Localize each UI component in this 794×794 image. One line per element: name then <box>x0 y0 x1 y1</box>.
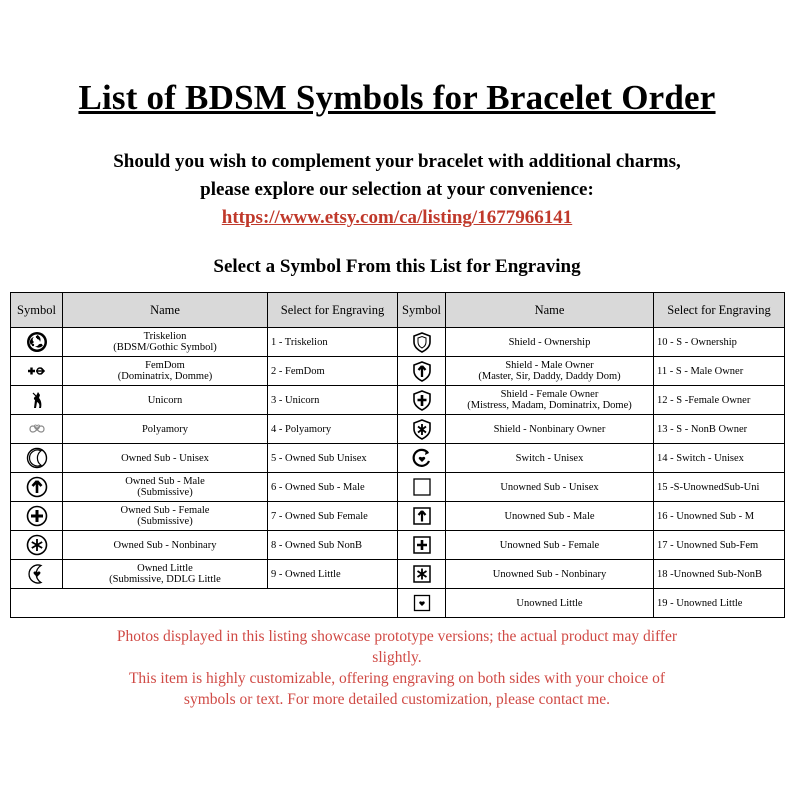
engraving-option-cell: 6 - Owned Sub - Male <box>268 473 398 502</box>
name-cell <box>446 328 654 357</box>
engraving-option-cell: 3 - Unicorn <box>268 386 398 415</box>
name-cell <box>63 531 268 560</box>
table-row <box>11 328 398 357</box>
symbol-cell <box>398 589 446 618</box>
symbol-cell <box>398 502 446 531</box>
table-row <box>11 473 398 502</box>
table-row <box>11 386 398 415</box>
unowned-sub-female-icon <box>411 534 433 556</box>
table-row <box>398 386 785 415</box>
symbol-name: Unowned Sub - Female <box>499 539 600 551</box>
symbol-name-detail: (Master, Sir, Daddy, Daddy Dom) <box>478 371 621 382</box>
table-header-row <box>398 293 785 328</box>
unowned-sub-nonbinary-icon <box>411 563 433 585</box>
empty-row <box>11 589 398 618</box>
empty-cell <box>11 589 398 618</box>
symbol-name: Unowned Sub - Nonbinary <box>492 568 607 580</box>
symbol-cell <box>11 357 63 386</box>
symbol-cell <box>398 328 446 357</box>
name-cell <box>63 328 268 357</box>
symbol-tables <box>10 292 784 618</box>
disclaimer-line-3: This item is highly customizable, offering engraving on both sides with your choice of <box>128 670 666 687</box>
symbol-cell <box>11 444 63 473</box>
symbol-cell <box>11 473 63 502</box>
disclaimer-text <box>70 626 724 710</box>
symbol-cell <box>398 386 446 415</box>
symbol-table-right <box>397 292 785 618</box>
symbol-name-detail: (BDSM/Gothic Symbol) <box>113 342 217 353</box>
name-cell <box>63 415 268 444</box>
table-row <box>398 531 785 560</box>
header-select: Select for Engraving <box>654 293 785 328</box>
name-cell <box>446 415 654 444</box>
engraving-option-cell: 5 - Owned Sub Unisex <box>268 444 398 473</box>
symbol-cell <box>398 560 446 589</box>
table-row <box>398 589 785 618</box>
engraving-option-cell: 10 - S - Ownership <box>654 328 785 357</box>
disclaimer-line-2: slightly. <box>372 649 422 666</box>
etsy-listing-link[interactable]: https://www.etsy.com/ca/listing/1677966141 <box>221 207 573 228</box>
symbol-cell <box>398 444 446 473</box>
symbol-cell <box>11 328 63 357</box>
name-cell <box>446 560 654 589</box>
name-cell <box>446 589 654 618</box>
table-row <box>398 357 785 386</box>
symbol-name: Shield - Ownership <box>508 336 591 348</box>
triskelion-icon <box>26 331 48 353</box>
owned-sub-male-icon <box>26 476 48 498</box>
shield-female-owner-icon <box>411 389 433 411</box>
symbol-name-detail: (Submissive) <box>137 516 193 527</box>
shield-nonbinary-owner-icon <box>411 418 433 440</box>
symbol-cell <box>11 386 63 415</box>
intro-line-1: Should you wish to complement your bracelet with additional charms, <box>113 151 681 172</box>
symbol-name-detail: (Submissive) <box>137 487 193 498</box>
switch-unisex-icon <box>411 447 433 469</box>
symbol-name: Shield - Nonbinary Owner <box>493 423 606 435</box>
table-row <box>398 328 785 357</box>
page-title: List of BDSM Symbols for Bracelet Order <box>78 78 716 117</box>
symbol-name: Unicorn <box>147 394 183 406</box>
name-cell <box>63 560 268 589</box>
owned-little-icon <box>26 563 48 585</box>
symbol-cell <box>398 473 446 502</box>
symbol-name: Owned Little <box>137 563 193 574</box>
owned-sub-female-icon <box>26 505 48 527</box>
intro-text <box>0 148 794 232</box>
symbol-cell <box>398 415 446 444</box>
owned-sub-nonbinary-icon <box>26 534 48 556</box>
table-row <box>11 502 398 531</box>
engraving-option-cell: 1 - Triskelion <box>268 328 398 357</box>
table-header-row <box>11 293 398 328</box>
header-symbol: Symbol <box>11 293 63 328</box>
name-cell <box>446 531 654 560</box>
engraving-option-cell: 11 - S - Male Owner <box>654 357 785 386</box>
engraving-option-cell: 4 - Polyamory <box>268 415 398 444</box>
name-cell <box>446 473 654 502</box>
disclaimer-line-4: symbols or text. For more detailed customization, please contact me. <box>183 691 611 708</box>
unowned-little-icon <box>411 592 433 614</box>
unowned-sub-male-icon <box>411 505 433 527</box>
engraving-option-cell: 18 -Unowned Sub-NonB <box>654 560 785 589</box>
name-cell <box>446 444 654 473</box>
symbol-name: Unowned Sub - Male <box>504 510 595 522</box>
symbol-name: Polyamory <box>141 423 189 435</box>
symbol-cell <box>398 357 446 386</box>
table-row <box>398 444 785 473</box>
engraving-option-cell: 7 - Owned Sub Female <box>268 502 398 531</box>
symbol-cell <box>398 531 446 560</box>
unowned-sub-unisex-icon <box>411 476 433 498</box>
name-cell <box>446 357 654 386</box>
table-row <box>398 560 785 589</box>
engraving-option-cell: 17 - Unowned Sub-Fem <box>654 531 785 560</box>
symbol-cell <box>11 502 63 531</box>
name-cell <box>446 386 654 415</box>
symbol-name: Switch - Unisex <box>515 452 584 464</box>
symbol-name-detail: (Submissive, DDLG Little <box>109 574 221 585</box>
engraving-option-cell: 9 - Owned Little <box>268 560 398 589</box>
symbol-cell <box>11 531 63 560</box>
symbol-name: Owned Sub - Female <box>120 505 210 516</box>
symbol-name: Owned Sub - Male <box>125 476 205 487</box>
symbol-name: Shield - Male Owner <box>505 360 594 371</box>
table-row <box>398 502 785 531</box>
symbol-name: Unowned Sub - Unisex <box>500 481 599 493</box>
name-cell <box>63 444 268 473</box>
shield-male-owner-icon <box>411 360 433 382</box>
engraving-option-cell: 14 - Switch - Unisex <box>654 444 785 473</box>
symbol-name: FemDom <box>145 360 185 371</box>
symbol-name: Unowned Little <box>516 597 583 609</box>
engraving-option-cell: 16 - Unowned Sub - M <box>654 502 785 531</box>
symbol-name-detail: (Mistress, Madam, Dominatrix, Dome) <box>467 400 632 411</box>
table-row <box>11 444 398 473</box>
name-cell <box>446 502 654 531</box>
header-symbol: Symbol <box>398 293 446 328</box>
engraving-option-cell: 12 - S -Female Owner <box>654 386 785 415</box>
table-row <box>11 415 398 444</box>
name-cell <box>63 357 268 386</box>
unicorn-icon <box>26 389 48 411</box>
symbol-name: Triskelion <box>143 331 187 342</box>
symbol-name: Owned Sub - Nonbinary <box>113 539 217 551</box>
engraving-option-cell: 2 - FemDom <box>268 357 398 386</box>
header-select: Select for Engraving <box>268 293 398 328</box>
symbol-table-left <box>10 292 398 618</box>
table-row <box>398 473 785 502</box>
engraving-option-cell: 13 - S - NonB Owner <box>654 415 785 444</box>
femdom-icon <box>26 360 48 382</box>
symbol-name: Owned Sub - Unisex <box>121 452 209 464</box>
symbol-name: Shield - Female Owner <box>500 389 599 400</box>
intro-line-2: please explore our selection at your convenience: <box>200 179 594 200</box>
engraving-option-cell: 19 - Unowned Little <box>654 589 785 618</box>
symbol-cell <box>11 415 63 444</box>
table-row <box>11 560 398 589</box>
table-row <box>398 415 785 444</box>
symbol-name-detail: (Dominatrix, Domme) <box>117 371 213 382</box>
table-subheading: Select a Symbol From this List for Engraving <box>213 256 581 277</box>
table-row <box>11 357 398 386</box>
polyamory-icon <box>26 418 48 440</box>
table-row <box>11 531 398 560</box>
disclaimer-line-1: Photos displayed in this listing showcase prototype versions; the actual product may differ <box>116 628 678 645</box>
header-name: Name <box>63 293 268 328</box>
name-cell <box>63 502 268 531</box>
symbol-cell <box>11 560 63 589</box>
engraving-option-cell: 15 -S-UnownedSub-Uni <box>654 473 785 502</box>
engraving-option-cell: 8 - Owned Sub NonB <box>268 531 398 560</box>
header-name: Name <box>446 293 654 328</box>
name-cell <box>63 386 268 415</box>
owned-sub-unisex-icon <box>26 447 48 469</box>
name-cell <box>63 473 268 502</box>
shield-ownership-icon <box>411 331 433 353</box>
